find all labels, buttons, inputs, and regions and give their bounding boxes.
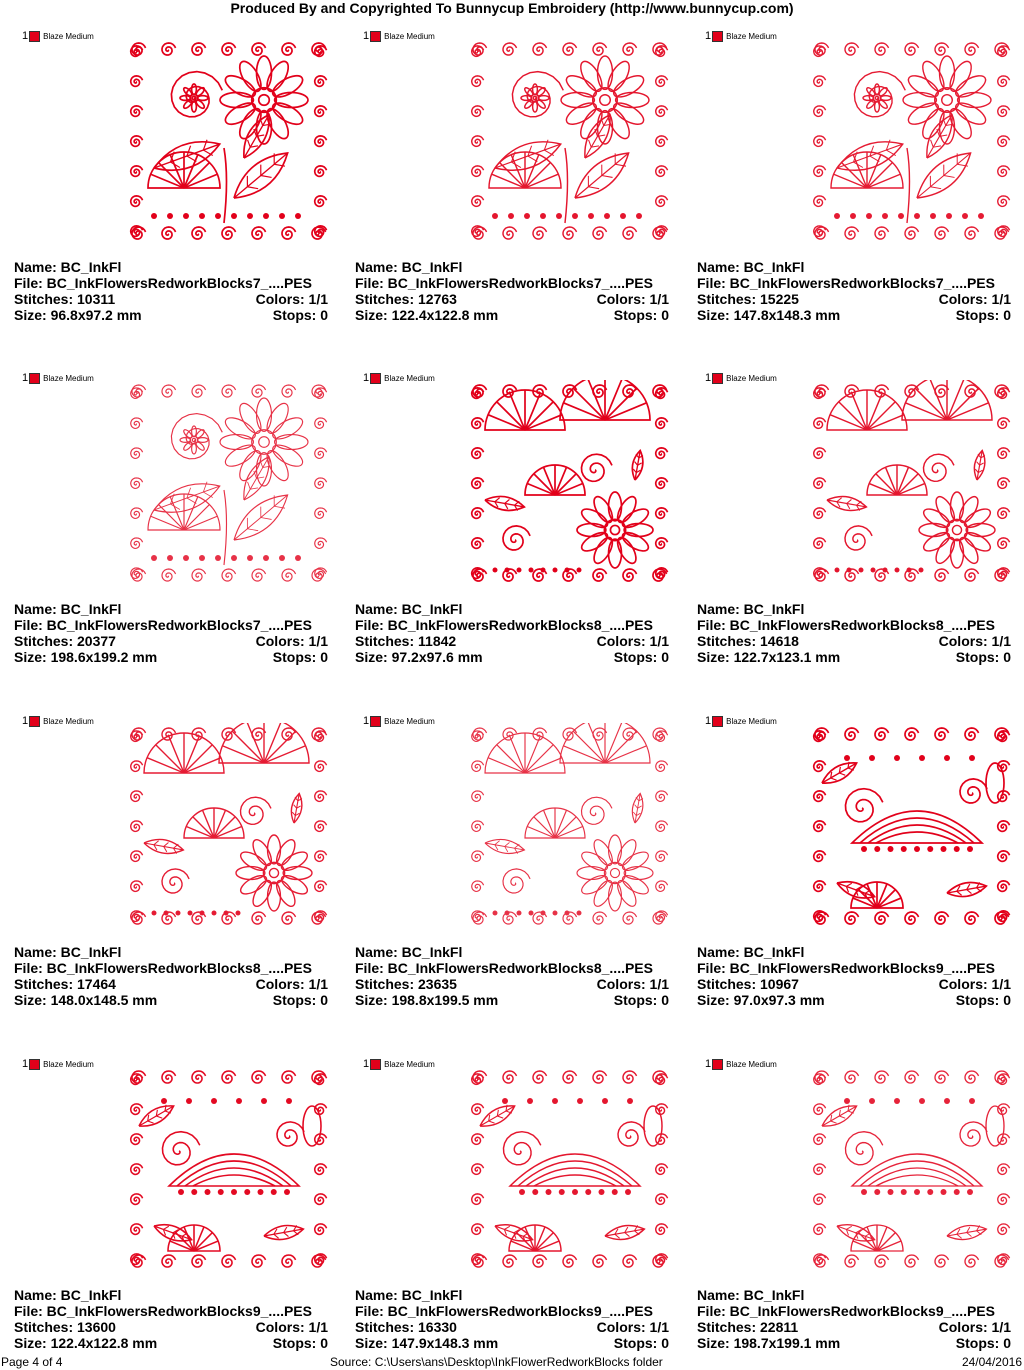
design-name: Name: BC_InkFl — [14, 944, 122, 960]
design-colors: Colors: 1/1 — [596, 1319, 669, 1335]
embroidery-design-preview — [124, 38, 332, 246]
thread-name: Blaze Medium — [43, 716, 94, 726]
design-stops: Stops: 0 — [955, 1335, 1011, 1351]
design-card — [697, 685, 1024, 1015]
design-info — [355, 601, 669, 665]
design-file-line — [697, 617, 1011, 633]
design-card — [697, 342, 1024, 672]
design-stops: Stops: 0 — [613, 992, 669, 1008]
design-stitches-line — [355, 1319, 669, 1335]
thread-color-swatch — [712, 31, 723, 42]
design-size-line — [355, 649, 669, 665]
thread-swatch-row — [705, 1058, 777, 1070]
design-name-line — [355, 259, 669, 275]
thread-number: 1 — [22, 1058, 29, 1070]
thread-color-swatch — [712, 716, 723, 727]
design-stitches-line — [697, 291, 1011, 307]
design-file: File: BC_InkFlowersRedworkBlocks9_....PES — [355, 1303, 653, 1319]
design-name-line — [14, 601, 328, 617]
design-stitches: Stitches: 22811 — [697, 1319, 799, 1335]
design-file: File: BC_InkFlowersRedworkBlocks9_....PES — [697, 960, 995, 976]
design-size: Size: 148.0x148.5 mm — [14, 992, 158, 1008]
design-name-line — [355, 1287, 669, 1303]
design-info — [697, 601, 1011, 665]
design-info — [697, 1287, 1011, 1351]
thread-color-swatch — [370, 1059, 381, 1070]
design-card — [14, 0, 344, 330]
design-size-line — [14, 307, 328, 323]
design-size-line — [355, 992, 669, 1008]
design-size-line — [14, 649, 328, 665]
design-file-line — [355, 275, 669, 291]
design-name-line — [14, 944, 328, 960]
design-file-line — [697, 1303, 1011, 1319]
thread-name: Blaze Medium — [384, 31, 435, 41]
thread-color-swatch — [370, 373, 381, 384]
thread-swatch-row — [363, 30, 435, 42]
design-file-line — [14, 1303, 328, 1319]
design-name-line — [697, 1287, 1011, 1303]
design-file-line — [14, 960, 328, 976]
thread-color-swatch — [370, 716, 381, 727]
design-name: Name: BC_InkFl — [697, 259, 805, 275]
design-file: File: BC_InkFlowersRedworkBlocks7_....PES — [14, 617, 312, 633]
embroidery-design-preview — [465, 380, 673, 588]
design-info — [697, 944, 1011, 1008]
design-stops: Stops: 0 — [955, 992, 1011, 1008]
thread-number: 1 — [22, 372, 29, 384]
design-size-line — [14, 992, 328, 1008]
design-file: File: BC_InkFlowersRedworkBlocks8_....PES — [697, 617, 995, 633]
design-file: File: BC_InkFlowersRedworkBlocks8_....PES — [355, 617, 653, 633]
design-info — [14, 1287, 328, 1351]
design-name: Name: BC_InkFl — [355, 601, 463, 617]
design-stops: Stops: 0 — [272, 1335, 328, 1351]
design-file-line — [14, 617, 328, 633]
design-file: File: BC_InkFlowersRedworkBlocks9_....PES — [697, 1303, 995, 1319]
design-card — [14, 342, 344, 672]
print-date: 24/04/2016 — [961, 1355, 1022, 1369]
design-stitches: Stitches: 15225 — [697, 291, 799, 307]
thread-color-swatch — [29, 31, 40, 42]
page-number: Page 4 of 4 — [1, 1355, 63, 1369]
thread-swatch-row — [363, 372, 435, 384]
thread-swatch-row — [705, 372, 777, 384]
design-stitches-line — [14, 1319, 328, 1335]
thread-swatch-row — [363, 1058, 435, 1070]
design-stitches: Stitches: 12763 — [355, 291, 457, 307]
embroidery-design-preview — [807, 723, 1015, 931]
design-colors: Colors: 1/1 — [255, 633, 328, 649]
design-size: Size: 96.8x97.2 mm — [14, 307, 142, 323]
design-stops: Stops: 0 — [272, 992, 328, 1008]
thread-name: Blaze Medium — [43, 31, 94, 41]
design-stitches: Stitches: 16330 — [355, 1319, 457, 1335]
design-stitches-line — [697, 633, 1011, 649]
thread-name: Blaze Medium — [726, 373, 777, 383]
design-info — [14, 944, 328, 1008]
design-name-line — [355, 601, 669, 617]
thread-swatch-row — [22, 30, 94, 42]
design-stitches: Stitches: 17464 — [14, 976, 116, 992]
design-stitches-line — [355, 976, 669, 992]
design-size: Size: 198.8x199.5 mm — [355, 992, 499, 1008]
thread-name: Blaze Medium — [43, 1059, 94, 1069]
design-name: Name: BC_InkFl — [14, 259, 122, 275]
design-name: Name: BC_InkFl — [697, 1287, 805, 1303]
thread-color-swatch — [370, 31, 381, 42]
thread-number: 1 — [705, 372, 712, 384]
design-size-line — [697, 992, 1011, 1008]
design-name: Name: BC_InkFl — [355, 1287, 463, 1303]
design-size-line — [697, 307, 1011, 323]
design-info — [697, 259, 1011, 323]
thread-number: 1 — [22, 30, 29, 42]
design-size-line — [697, 1335, 1011, 1351]
thread-number: 1 — [705, 1058, 712, 1070]
design-file: File: BC_InkFlowersRedworkBlocks8_....PES — [355, 960, 653, 976]
design-name: Name: BC_InkFl — [14, 1287, 122, 1303]
thread-swatch-row — [705, 30, 777, 42]
design-colors: Colors: 1/1 — [255, 976, 328, 992]
design-file-line — [355, 960, 669, 976]
page-footer — [0, 1354, 1024, 1370]
design-stops: Stops: 0 — [272, 307, 328, 323]
design-size: Size: 97.2x97.6 mm — [355, 649, 483, 665]
thread-name: Blaze Medium — [726, 31, 777, 41]
design-name: Name: BC_InkFl — [355, 259, 463, 275]
thread-number: 1 — [363, 372, 370, 384]
thread-swatch-row — [22, 372, 94, 384]
design-colors: Colors: 1/1 — [938, 291, 1011, 307]
design-name-line — [697, 601, 1011, 617]
thread-name: Blaze Medium — [384, 373, 435, 383]
thread-color-swatch — [29, 373, 40, 384]
thread-color-swatch — [29, 716, 40, 727]
design-size: Size: 97.0x97.3 mm — [697, 992, 825, 1008]
design-file-line — [355, 1303, 669, 1319]
design-size: Size: 122.7x123.1 mm — [697, 649, 841, 665]
design-colors: Colors: 1/1 — [596, 633, 669, 649]
design-stops: Stops: 0 — [955, 649, 1011, 665]
design-name: Name: BC_InkFl — [14, 601, 122, 617]
design-name: Name: BC_InkFl — [355, 944, 463, 960]
thread-swatch-row — [705, 715, 777, 727]
thread-swatch-row — [22, 1058, 94, 1070]
design-colors: Colors: 1/1 — [938, 1319, 1011, 1335]
design-info — [14, 259, 328, 323]
design-name: Name: BC_InkFl — [697, 944, 805, 960]
thread-name: Blaze Medium — [384, 716, 435, 726]
design-file: File: BC_InkFlowersRedworkBlocks9_....PES — [14, 1303, 312, 1319]
design-file: File: BC_InkFlowersRedworkBlocks8_....PES — [14, 960, 312, 976]
design-size-line — [355, 307, 669, 323]
design-stops: Stops: 0 — [613, 307, 669, 323]
design-file: File: BC_InkFlowersRedworkBlocks7_....PES — [14, 275, 312, 291]
design-stops: Stops: 0 — [272, 649, 328, 665]
design-info — [355, 1287, 669, 1351]
design-stitches-line — [697, 976, 1011, 992]
design-stitches-line — [355, 291, 669, 307]
thread-name: Blaze Medium — [43, 373, 94, 383]
design-colors: Colors: 1/1 — [255, 291, 328, 307]
design-stitches-line — [14, 291, 328, 307]
embroidery-design-preview — [124, 1066, 332, 1274]
design-stitches-line — [697, 1319, 1011, 1335]
design-name-line — [14, 1287, 328, 1303]
design-size-line — [355, 1335, 669, 1351]
thread-name: Blaze Medium — [726, 716, 777, 726]
thread-swatch-row — [363, 715, 435, 727]
design-stitches-line — [14, 976, 328, 992]
thread-number: 1 — [705, 715, 712, 727]
thread-number: 1 — [363, 715, 370, 727]
design-name-line — [697, 944, 1011, 960]
thread-number: 1 — [705, 30, 712, 42]
design-file-line — [14, 275, 328, 291]
design-size-line — [14, 1335, 328, 1351]
design-size: Size: 198.7x199.1 mm — [697, 1335, 841, 1351]
design-card — [697, 0, 1024, 330]
design-stitches: Stitches: 23635 — [355, 976, 457, 992]
source-path: Source: C:\Users\ans\Desktop\InkFlowerRedworkBlocks folder — [330, 1355, 663, 1369]
design-size: Size: 147.8x148.3 mm — [697, 307, 841, 323]
design-card — [697, 1028, 1024, 1358]
design-colors: Colors: 1/1 — [938, 633, 1011, 649]
design-file: File: BC_InkFlowersRedworkBlocks7_....PES — [697, 275, 995, 291]
design-size: Size: 122.4x122.8 mm — [14, 1335, 158, 1351]
design-card — [355, 1028, 685, 1358]
thread-number: 1 — [363, 1058, 370, 1070]
design-info — [14, 601, 328, 665]
design-stitches: Stitches: 10311 — [14, 291, 116, 307]
design-name-line — [355, 944, 669, 960]
design-stops: Stops: 0 — [955, 307, 1011, 323]
design-stops: Stops: 0 — [613, 1335, 669, 1351]
embroidery-design-preview — [807, 1066, 1015, 1274]
embroidery-design-preview — [465, 723, 673, 931]
design-info — [355, 944, 669, 1008]
embroidery-design-preview — [807, 38, 1015, 246]
thread-name: Blaze Medium — [726, 1059, 777, 1069]
thread-number: 1 — [363, 30, 370, 42]
design-stitches: Stitches: 13600 — [14, 1319, 116, 1335]
design-name-line — [14, 259, 328, 275]
thread-swatch-row — [22, 715, 94, 727]
embroidery-design-preview — [124, 723, 332, 931]
design-colors: Colors: 1/1 — [596, 976, 669, 992]
design-file: File: BC_InkFlowersRedworkBlocks7_....PES — [355, 275, 653, 291]
design-card — [14, 685, 344, 1015]
embroidery-design-preview — [465, 1066, 673, 1274]
design-size: Size: 147.9x148.3 mm — [355, 1335, 499, 1351]
design-card — [355, 342, 685, 672]
design-stops: Stops: 0 — [613, 649, 669, 665]
design-size: Size: 122.4x122.8 mm — [355, 307, 499, 323]
design-stitches: Stitches: 20377 — [14, 633, 116, 649]
thread-number: 1 — [22, 715, 29, 727]
design-name: Name: BC_InkFl — [697, 601, 805, 617]
design-name-line — [697, 259, 1011, 275]
design-card — [355, 0, 685, 330]
design-card — [14, 1028, 344, 1358]
design-info — [355, 259, 669, 323]
design-file-line — [355, 617, 669, 633]
design-stitches: Stitches: 11842 — [355, 633, 457, 649]
design-stitches-line — [14, 633, 328, 649]
thread-color-swatch — [712, 1059, 723, 1070]
embroidery-design-preview — [465, 38, 673, 246]
embroidery-design-preview — [124, 380, 332, 588]
embroidery-design-preview — [807, 380, 1015, 588]
design-file-line — [697, 275, 1011, 291]
design-stitches-line — [355, 633, 669, 649]
design-colors: Colors: 1/1 — [938, 976, 1011, 992]
design-stitches: Stitches: 14618 — [697, 633, 799, 649]
design-stitches: Stitches: 10967 — [697, 976, 799, 992]
thread-name: Blaze Medium — [384, 1059, 435, 1069]
thread-color-swatch — [29, 1059, 40, 1070]
design-file-line — [697, 960, 1011, 976]
design-card — [355, 685, 685, 1015]
design-size-line — [697, 649, 1011, 665]
thread-color-swatch — [712, 373, 723, 384]
design-size: Size: 198.6x199.2 mm — [14, 649, 158, 665]
design-colors: Colors: 1/1 — [596, 291, 669, 307]
design-colors: Colors: 1/1 — [255, 1319, 328, 1335]
page-header: Produced By and Copyrighted To Bunnycup Embroidery (http://www.bunnycup.com) — [230, 0, 794, 16]
